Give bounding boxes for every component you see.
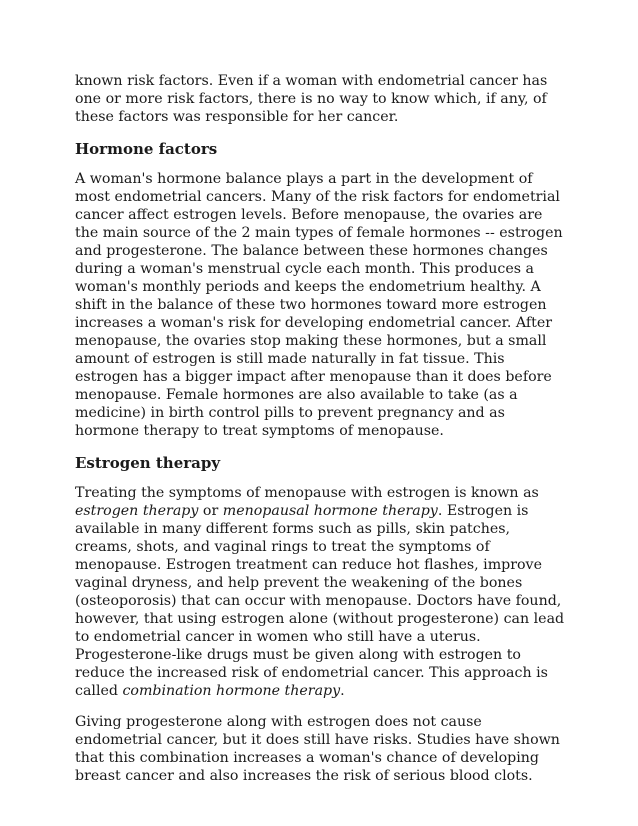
- section-heading-estrogen-therapy: Estrogen therapy: [75, 454, 221, 472]
- emphasis-combination-hormone-therapy: combination hormone therapy: [122, 683, 341, 699]
- intro-paragraph: known risk factors. Even if a woman with endometrial cancer has one or more risk factors, there is no way to know which, if any, of these factors was responsible for her cancer.: [75, 73, 548, 125]
- text-span: or: [198, 503, 223, 519]
- section-heading-hormone-factors: Hormone factors: [75, 140, 218, 158]
- emphasis-menopausal-hormone-therapy: menopausal hormone therapy: [222, 503, 438, 519]
- document-page: [75, 72, 567, 798]
- text-span: Treating the symptoms of menopause with estrogen is known as: [75, 485, 539, 501]
- hormone-factors-paragraph: A woman's hormone balance plays a part in the development of most endometrial cancers. Many of the risk factors for endometrial cancer affect estrogen levels. Before menopause, the ovaries are the main source of the 2 main types of female hormones -- estrogen and progesterone. The balance between these hormones changes during a woman's menstrual cycle each month. This produces a woman's monthly periods and keeps the endometrium healthy. A shift in the balance of these two hormones toward more estrogen increases a woman's risk for developing endometrial cancer. After menopause, the ovaries stop making these hormones, but a small amount of estrogen is still made naturally in fat tissue. This estrogen has a bigger impact after menopause than it does before menopause. Female hormones are also available to take (as a medicine) in birth control pills to prevent pregnancy and as hormone therapy to treat symptoms of menopause.: [75, 171, 563, 439]
- text-span: .: [340, 683, 345, 699]
- emphasis-estrogen-therapy: estrogen therapy: [75, 503, 199, 519]
- text-span: . Estrogen is available in many different forms such as pills, skin patches, creams, shots, and vaginal rings to treat the symptoms of menopause. Estrogen treatment can reduce hot flashes, improve vaginal dryness, and help prevent the weakening of the bones (osteoporosis) that can occur with menopause. Doctors have found, however, that using estrogen alone (without progesterone) can lead to endometrial cancer in women who still have a uterus. Progesterone-like drugs must be given along with estrogen to reduce the increased risk of endometrial cancer. This approach is called: [75, 503, 565, 699]
- progesterone-risks-paragraph: Giving progesterone along with estrogen does not cause endometrial cancer, but it does still have risks. Studies have shown that this combination increases a woman's chance of developing breast cancer and also increases the risk of serious blood clots.: [75, 714, 560, 784]
- estrogen-therapy-paragraph: [75, 484, 567, 700]
